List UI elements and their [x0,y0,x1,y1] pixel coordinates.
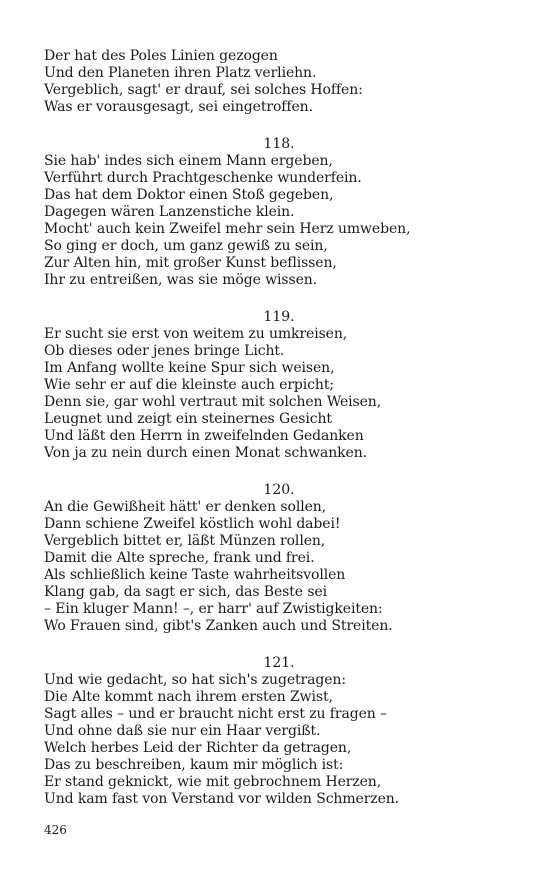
verse-line: Und den Planeten ihren Platz verliehn. [44,65,317,81]
verse-line: Mocht' auch kein Zweifel mehr sein Herz umweben, [44,221,411,237]
verse-line: – Ein kluger Mann! –, er harr' auf Zwistigkeiten: [44,601,383,617]
verse-line: Als schließlich keine Taste wahrheitsvollen [44,567,346,583]
stanza-120 [44,482,514,635]
page-number: 426 [44,823,67,837]
verse-line: Was er vorausgesagt, sei eingetroffen. [44,99,313,115]
verse-line: Wie sehr er auf die kleinste auch erpicht; [44,377,334,393]
stanza-number: 120. [263,482,295,498]
verse-line: Vergeblich bittet er, läßt Münzen rollen, [44,533,326,549]
verse-line: Das zu beschreiben, kaum mir möglich ist: [44,757,344,773]
verse-line: Und kam fast von Verstand vor wilden Schmerzen. [44,791,400,807]
verse-line: Er sucht sie erst von weitem zu umkreisen, [44,326,348,342]
verse-line: An die Gewißheit hätt' er denken sollen, [44,499,327,515]
verse-line: Und wie gedacht, so hat sich's zugetragen: [44,672,346,688]
verse-line: Zur Alten hin, mit großer Kunst beflissen, [44,255,337,271]
stanza-number: 121. [263,655,295,671]
verse-line: Die Alte kommt nach ihrem ersten Zwist, [44,689,333,705]
verse-line: Er stand geknickt, wie mit gebrochnem Herzen, [44,774,382,790]
verse-line: Sie hab' indes sich einem Mann ergeben, [44,153,333,169]
verse-line: Welch herbes Leid der Richter da getragen, [44,740,352,756]
verse-line: Vergeblich, sagt' er drauf, sei solches Hoffen: [44,82,363,98]
verse-line: Ihr zu entreißen, was sie möge wissen. [44,272,318,288]
stanza-121 [44,655,514,808]
verse-line: Ob dieses oder jenes bringe Licht. [44,343,285,359]
verse-line: Dann schiene Zweifel köstlich wohl dabei! [44,516,341,532]
verse-line: Leugnet und zeigt ein steinernes Gesicht [44,411,332,427]
verse-line: Damit die Alte spreche, frank und frei. [44,550,315,566]
verse-line: Wo Frauen sind, gibt's Zanken auch und Streiten. [44,618,393,634]
page-body [44,48,514,828]
stanza-number: 119. [263,309,295,325]
stanza-number: 118. [263,136,295,152]
verse-line: Denn sie, gar wohl vertraut mit solchen Weisen, [44,394,382,410]
verse-line: Verführt durch Prachtgeschenke wunderfein. [44,170,362,186]
stanza-118 [44,136,514,289]
stanza-119 [44,309,514,462]
verse-line: So ging er doch, um ganz gewiß zu sein, [44,238,328,254]
verse-line: Dagegen wären Lanzenstiche klein. [44,204,295,220]
stanza-continuation [44,48,514,116]
verse-line: Und ohne daß sie nur ein Haar vergißt. [44,723,321,739]
verse-line: Das hat dem Doktor einen Stoß gegeben, [44,187,334,203]
verse-line: Und läßt den Herrn in zweifelnden Gedanken [44,428,364,444]
verse-line: Im Anfang wollte keine Spur sich weisen, [44,360,335,376]
verse-line: Sagt alles – und er braucht nicht erst zu fragen – [44,706,387,722]
verse-line: Klang gab, da sagt er sich, das Beste sei [44,584,327,600]
verse-line: Der hat des Poles Linien gezogen [44,48,278,64]
verse-line: Von ja zu nein durch einen Monat schwanken. [44,445,367,461]
